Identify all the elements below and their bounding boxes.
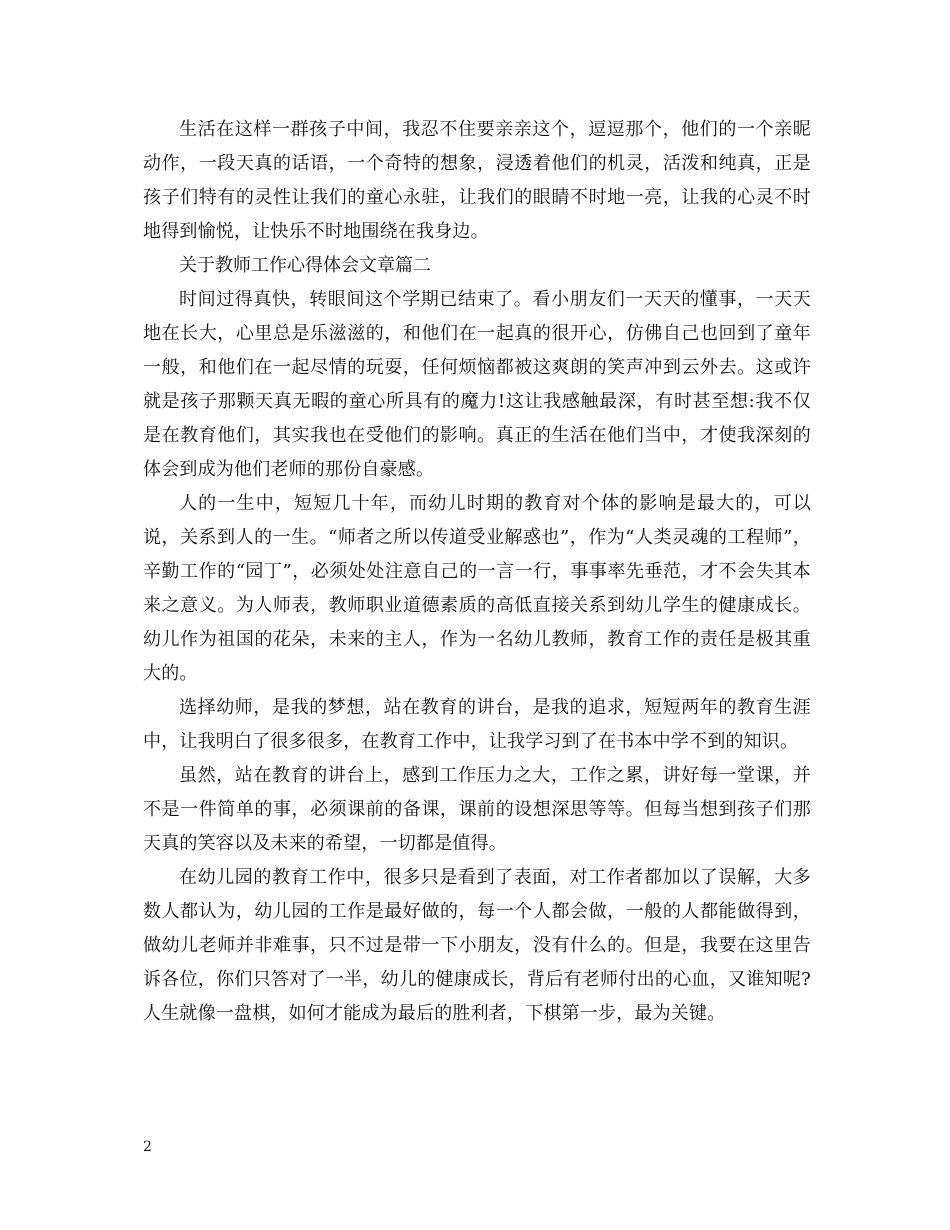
document-body xyxy=(143,113,811,1031)
paragraph-6: 在幼儿园的教育工作中，很多只是看到了表面，对工作者都加以了误解，大多数人都认为，幼儿园的工作是最好做的，每一个人都会做，一般的人都能做得到，做幼儿老师并非难事，只不过是带一下小朋友，没有什么的。但是，我要在这里告诉各位，你们只答对了一半，幼儿的健康成长，背后有老师付出的心血，又谁知呢?人生就像一盘棋，如何才能成为最后的胜利者，下棋第一步，最为关键。 xyxy=(143,867,811,1024)
paragraph-4: 选择幼师，是我的梦想，站在教育的讲台，是我的追求，短短两年的教育生涯中，让我明白了很多很多，在教育工作中，让我学习到了在书本中学不到的知识。 xyxy=(143,697,811,752)
paragraph-5: 虽然，站在教育的讲台上，感到工作压力之大，工作之累，讲好每一堂课，并不是一件简单的事，必须课前的备课，课前的设想深思等等。但每当想到孩子们那天真的笑容以及未来的希望，一切都是值得。 xyxy=(143,765,811,854)
paragraph-3: 人的一生中，短短几十年，而幼儿时期的教育对个体的影响是最大的，可以说，关系到人的一生。“师者之所以传道受业解惑也”，作为“人类灵魂的工程师”，辛勤工作的“园丁”，必须处处注意自己的一言一行，事事率先垂范，才不会失其本来之意义。为人师表，教师职业道德素质的高低直接关系到幼儿学生的健康成长。幼儿作为祖国的花朵，未来的主人，作为一名幼儿教师，教育工作的责任是极其重大的。 xyxy=(143,493,811,684)
paragraph-1: 生活在这样一群孩子中间，我忍不住要亲亲这个，逗逗那个，他们的一个亲昵动作，一段天真的话语，一个奇特的想象，浸透着他们的机灵，活泼和纯真，正是孩子们特有的灵性让我们的童心永驻，让我们的眼睛不时地一亮，让我的心灵不时地得到愉悦，让快乐不时地围绕在我身边。 xyxy=(143,119,811,242)
page-number: 2 xyxy=(143,1139,152,1155)
paragraph-2: 时间过得真快，转眼间这个学期已结束了。看小朋友们一天天的懂事，一天天地在长大，心里总是乐滋滋的，和他们在一起真的很开心，仿佛自己也回到了童年一般，和他们在一起尽情的玩耍，任何烦恼都被这爽朗的笑声冲到云外去。这或许就是孩子那颗天真无暇的童心所具有的魔力!这让我感触最深，有时甚至想:我不仅是在教育他们，其实我也在受他们的影响。真正的生活在他们当中，才使我深刻的体会到成为他们老师的那份自豪感。 xyxy=(143,289,811,480)
section-heading: 关于教师工作心得体会文章篇二 xyxy=(179,255,431,276)
